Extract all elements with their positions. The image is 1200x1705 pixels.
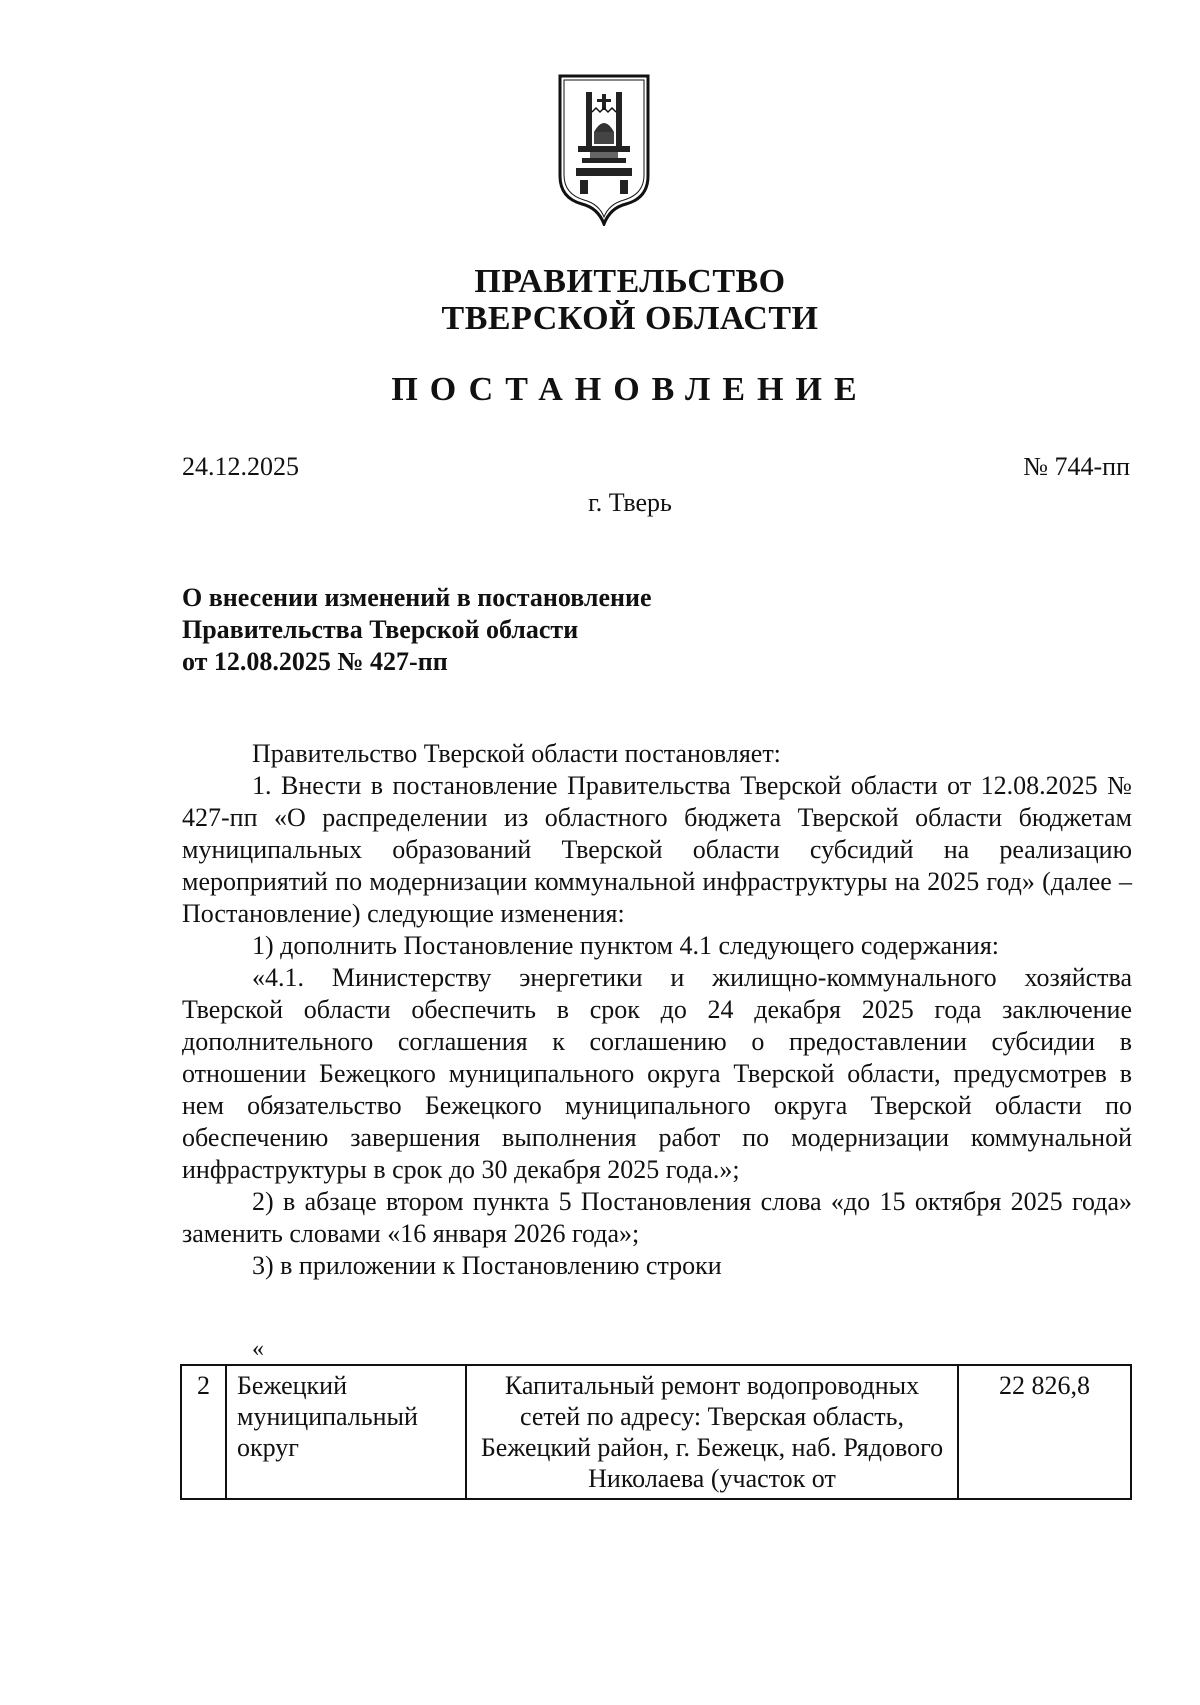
document-type: ПОСТАНОВЛЕНИЕ (391, 371, 869, 408)
coat-of-arms-icon (556, 72, 652, 226)
organization-name-line2: ТВЕРСКОЙ ОБЛАСТИ (441, 300, 819, 337)
cell-amount: 22 826,8 (958, 1365, 1131, 1499)
cell-municipality: Бежецкий муниципальный округ (226, 1365, 466, 1499)
body-paragraph-subitem2: 2) в абзаце втором пункта 5 Постановления слова «до 15 октября 2025 года» заменить словами «16 января 2026 года»; (182, 1187, 1132, 1248)
subject-line1: О внесении изменений в постановление (182, 583, 652, 612)
cell-row-number: 2 (181, 1365, 226, 1499)
organization-name-line1: ПРАВИТЕЛЬСТВО (474, 263, 786, 300)
subject-line2: Правительства Тверской области (182, 615, 579, 644)
document-number: № 744-пп (1023, 452, 1130, 481)
opening-quote-mark: « (252, 1336, 264, 1362)
body-paragraph-subitem1: 1) дополнить Постановление пунктом 4.1 следующего содержания: (252, 931, 1000, 960)
cell-object: Капитальный ремонт водопроводных сетей по адресу: Тверская область, Бежецкий район, г. Бежецк, наб. Рядового Николаева (участок от (466, 1365, 958, 1499)
body-paragraph-item1: 1. Внести в постановление Правительства Тверской области от 12.08.2025 № 427-пп «О распределении из областного бюджета Тверской области бюджетам муниципальных образований Тверской области субсидий на реализацию мероприятий по модернизации коммунальной инфраструктуры на 2025 год» (далее – Постановление) следующие изменения: (182, 771, 1132, 928)
table-row (181, 1365, 1131, 1499)
body-paragraph-preamble: Правительство Тверской области постановляет: (252, 739, 781, 768)
subject-line3: от 12.08.2025 № 427-пп (182, 647, 448, 676)
document-subject (182, 582, 652, 678)
body-paragraph-subitem3: 3) в приложении к Постановлению строки (252, 1251, 722, 1280)
document-date: 24.12.2025 (182, 452, 299, 481)
appendix-excerpt-table (180, 1364, 1132, 1500)
document-city: г. Тверь (588, 488, 672, 517)
document-body (182, 738, 1132, 1282)
body-paragraph-quote: «4.1. Министерству энергетики и жилищно-коммунального хозяйства Тверской области обеспечить в срок до 24 декабря 2025 года заключение дополнительного соглашения к соглашению о предоставлении субсидии в отношении Бежецкого муниципального округа Тверской области, предусмотрев в нем обязательство Бежецкого муниципального округа Тверской области по обеспечению завершения выполнения работ по модернизации коммунальной инфраструктуры в срок до 30 декабря 2025 года.»; (182, 963, 1132, 1184)
